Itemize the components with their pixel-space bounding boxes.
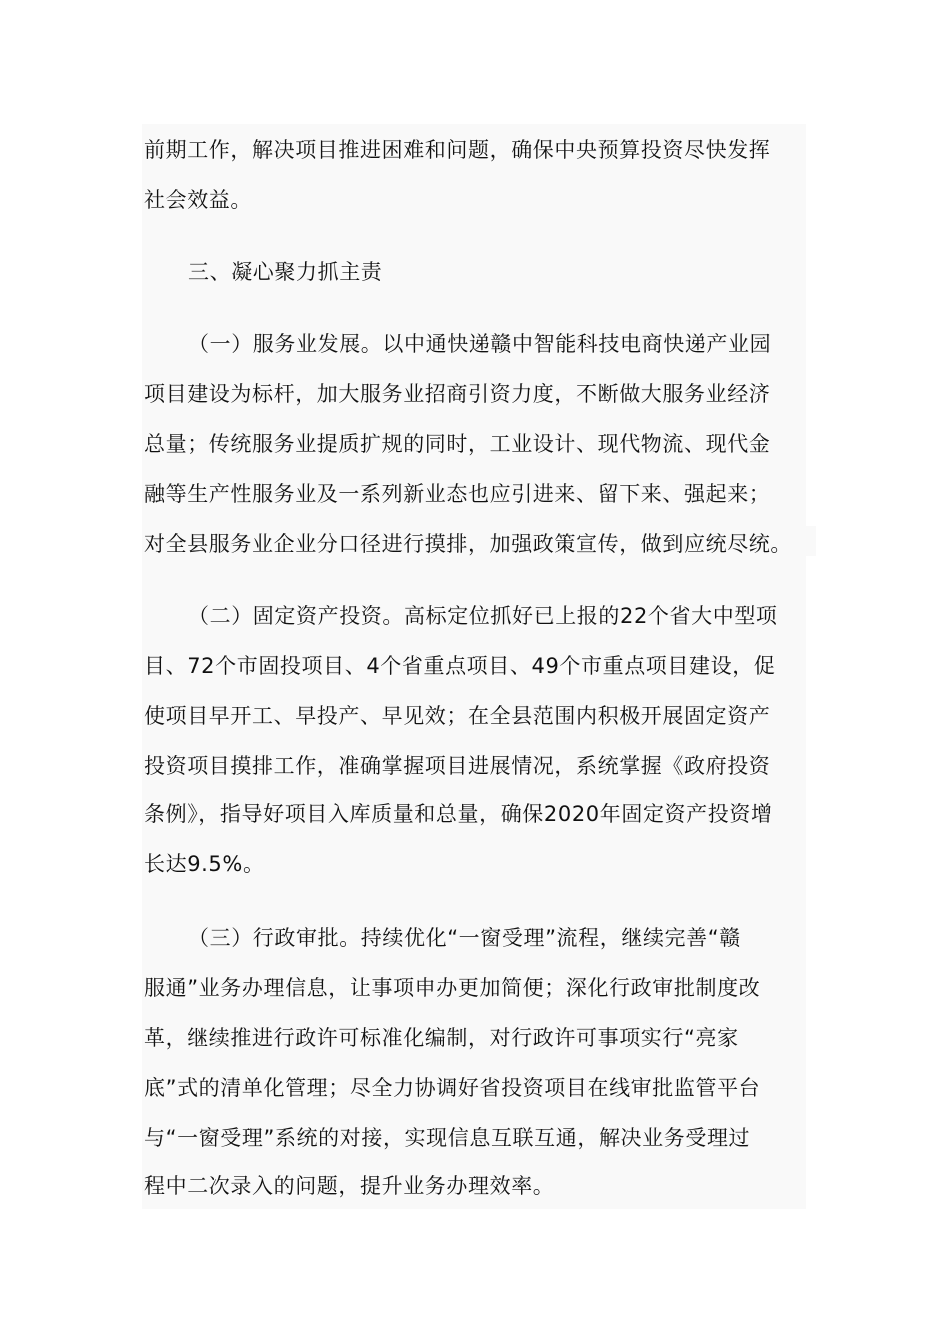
paragraph-line: 融等生产性服务业及一系列新业态也应引进来、留下来、强起来； [144, 482, 771, 506]
paragraph-line: 条例》，指导好项目入库质量和总量，确保2020年固定资产投资增 [144, 802, 773, 826]
paragraph-line: 长达9.5%。 [144, 852, 265, 876]
page-background-notch [806, 526, 816, 556]
paragraph-line: 革，继续推进行政许可标准化编制，对行政许可事项实行“亮家 [144, 1026, 739, 1050]
paragraph-line: （一）服务业发展。以中通快递赣中智能科技电商快递产业园 [188, 332, 772, 356]
paragraph-line: 与“一窗受理”系统的对接，实现信息互联互通，解决业务受理过 [144, 1126, 751, 1150]
section-heading: 三、凝心聚力抓主责 [188, 260, 383, 284]
paragraph-line: （二）固定资产投资。高标定位抓好已上报的22个省大中型项 [188, 604, 778, 628]
paragraph-line: 投资项目摸排工作，准确掌握项目进展情况，系统掌握《政府投资 [144, 754, 771, 778]
paragraph-line: 目、72个市固投项目、4个省重点项目、49个市重点项目建设，促 [144, 654, 776, 678]
paragraph-line: 底”式的清单化管理；尽全力协调好省投资项目在线审批监管平台 [144, 1076, 761, 1100]
paragraph-line: （三）行政审批。持续优化“一窗受理”流程，继续完善“赣 [188, 926, 741, 950]
paragraph-line: 服通”业务办理信息，让事项申办更加简便；深化行政审批制度改 [144, 976, 761, 1000]
paragraph-line: 前期工作，解决项目推进困难和问题，确保中央预算投资尽快发挥 [144, 138, 771, 162]
paragraph-line: 使项目早开工、早投产、早见效；在全县范围内积极开展固定资产 [144, 704, 771, 728]
paragraph-line: 项目建设为标杆，加大服务业招商引资力度，不断做大服务业经济 [144, 382, 771, 406]
paragraph-line: 程中二次录入的问题，提升业务办理效率。 [144, 1174, 555, 1198]
paragraph-line: 总量；传统服务业提质扩规的同时，工业设计、现代物流、现代金 [144, 432, 771, 456]
paragraph-line: 社会效益。 [144, 188, 252, 212]
paragraph-line: 对全县服务业企业分口径进行摸排，加强政策宣传，做到应统尽统。 [144, 532, 792, 556]
